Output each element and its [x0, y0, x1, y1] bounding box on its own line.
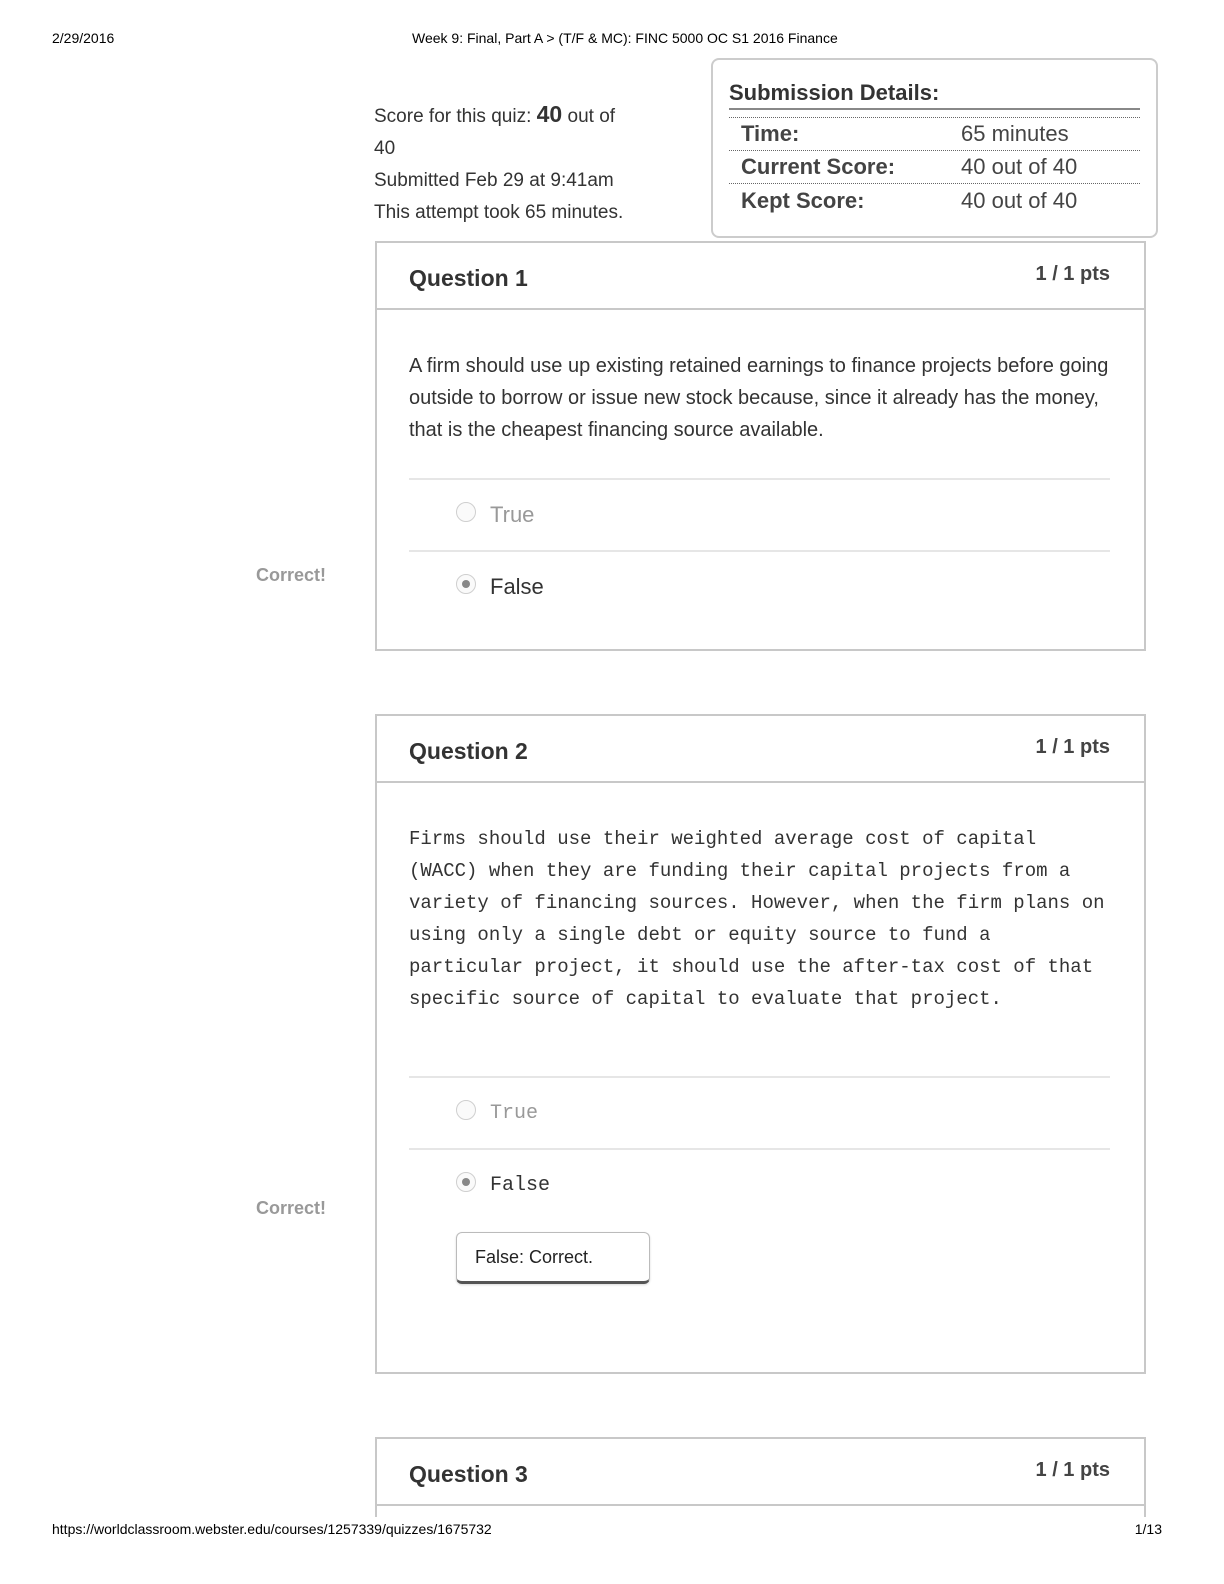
- question-1: [375, 241, 1146, 651]
- answer-true[interactable]: [409, 478, 1110, 550]
- attempt-duration: This attempt took 65 minutes.: [374, 202, 624, 223]
- print-date: 2/29/2016: [52, 30, 115, 46]
- submission-row-current-score: [729, 151, 1140, 184]
- question-points: 1 / 1 pts: [1035, 1459, 1110, 1481]
- question-body: [377, 783, 1144, 1284]
- print-page-number: 1/13: [1134, 1521, 1162, 1537]
- answer-label: True: [490, 502, 535, 527]
- submission-details: [711, 58, 1158, 238]
- question-body: [377, 310, 1144, 622]
- question-header: [377, 243, 1144, 310]
- question-title: Question 3: [409, 1461, 528, 1487]
- answer-feedback: False: Correct.: [456, 1232, 650, 1284]
- divider: [729, 110, 1140, 118]
- question-3: [375, 1437, 1146, 1517]
- question-points: 1 / 1 pts: [1035, 736, 1110, 758]
- correct-indicator: Correct!: [256, 1198, 327, 1218]
- print-title: Week 9: Final, Part A > (T/F & MC): FINC 5000 OC S1 2016 Finance: [412, 30, 838, 46]
- answer-list: [409, 478, 1110, 622]
- score-value: 40: [536, 101, 563, 127]
- answer-false[interactable]: [409, 550, 1110, 622]
- question-header: [377, 1439, 1144, 1506]
- question-text: Firms should use their weighted average cost of capital (WACC) when they are funding their capital projects from a variety of financing sources. However, when the firm plans on using only a single debt or equity source to fund a particular project, it should use the after-tax cost of that specific source of capital to evaluate that project.: [409, 828, 1105, 1010]
- radio-checked-icon[interactable]: [456, 574, 476, 594]
- print-url: https://worldclassroom.webster.edu/courses/1257339/quizzes/1675732: [52, 1521, 492, 1537]
- question-2: [375, 714, 1146, 1374]
- answer-label: False: [490, 574, 544, 599]
- question-text: A firm should use up existing retained earnings to finance projects before going outside to borrow or issue new stock because, since it already has the money, that is the cheapest financing source available.: [409, 355, 1109, 441]
- radio-unchecked-icon[interactable]: [456, 1100, 476, 1120]
- question-header: [377, 716, 1144, 783]
- submission-value: 65 minutes: [961, 121, 1069, 146]
- score-summary: [374, 98, 674, 229]
- score-prefix: Score for this quiz:: [374, 106, 532, 127]
- score-suffix: out of: [567, 106, 616, 127]
- submitted-time: Submitted Feb 29 at 9:41am: [374, 170, 614, 191]
- question-title: Question 1: [409, 265, 528, 291]
- submission-label: Kept Score:: [741, 187, 865, 213]
- score-total: 40: [374, 138, 396, 159]
- submission-label: Time:: [741, 121, 800, 146]
- question-title: Question 2: [409, 738, 528, 764]
- submission-value: 40 out of 40: [961, 187, 1078, 213]
- submission-title: Submission Details:: [729, 80, 1140, 110]
- correct-indicator: Correct!: [256, 565, 327, 585]
- submission-row-kept-score: [729, 184, 1140, 217]
- submission-value: 40 out of 40: [961, 154, 1078, 179]
- radio-unchecked-icon[interactable]: [456, 502, 476, 522]
- question-points: 1 / 1 pts: [1035, 263, 1110, 285]
- answer-label: True: [490, 1102, 539, 1125]
- answer-false[interactable]: [409, 1148, 1110, 1228]
- submission-label: Current Score:: [741, 154, 896, 179]
- submission-row-time: [729, 118, 1140, 151]
- radio-checked-icon[interactable]: [456, 1172, 476, 1192]
- score-line: [374, 98, 674, 133]
- answer-list: [409, 1076, 1110, 1284]
- answer-true[interactable]: [409, 1076, 1110, 1148]
- answer-label: False: [490, 1174, 551, 1197]
